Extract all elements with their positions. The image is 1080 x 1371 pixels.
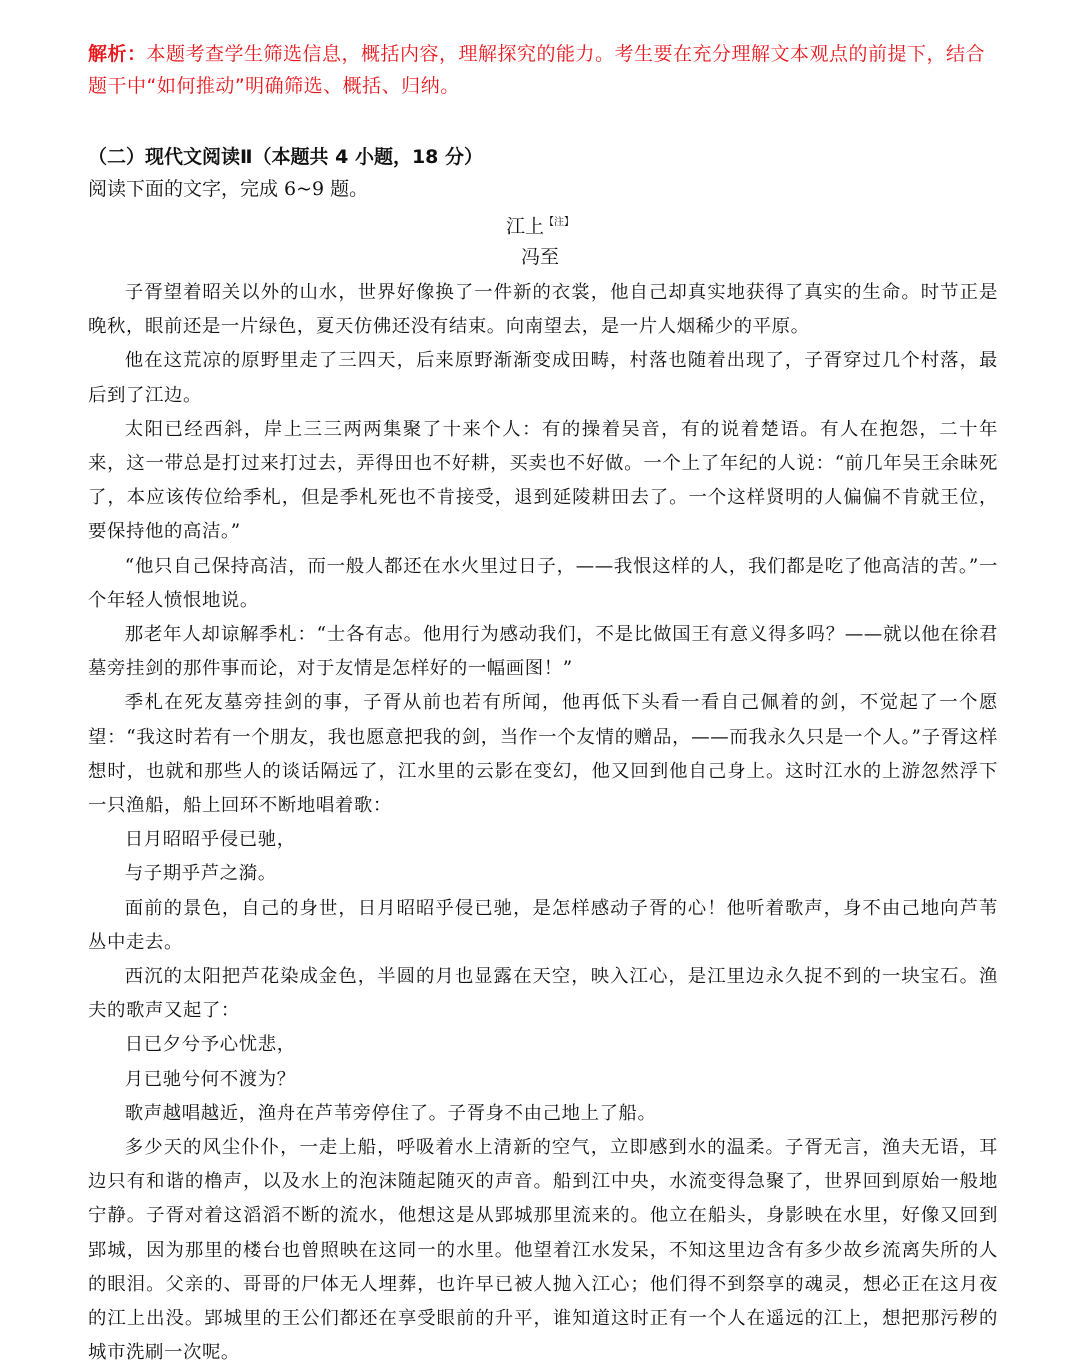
paragraph: 面前的景色，自己的身世，日月昭昭乎侵已驰，是怎样感动子胥的心！他听着歌声，身不由己地向芦苇丛中走去。 — [88, 897, 998, 953]
paragraph: 季札在死友墓旁挂剑的事，子胥从前也若有所闻，他再低下头看一看自己佩着的剑，不觉起了一个愿望：“我这时若有一个朋友，我也愿意把我的剑，当作一个友情的赠品，——而我永久只是一个人。”子胥这样想时，也就和那些人的谈话隔远了，江水里的云影在变幻，他又回到他自己身上。这时江水的上游忽然浮下一只渔船，船上回环不断地唱着歌： — [88, 692, 998, 817]
analysis-label: 解析： — [88, 43, 147, 65]
article-title-text: 江上 — [505, 215, 544, 238]
song-line: 与子期乎芦之漪。 — [124, 863, 277, 885]
analysis-note — [88, 38, 998, 102]
paragraph: 歌声越唱越近，渔舟在芦苇旁停住了。子胥身不由己地上了船。 — [124, 1102, 657, 1124]
article-author: 冯至 — [520, 246, 559, 268]
paragraph: 西沉的太阳把芦花染成金色，半圆的月也显露在天空，映入江心，是江里边永久捉不到的一块宝石。渔夫的歌声又起了： — [88, 966, 998, 1022]
song-line: 月已驰兮何不渡为？ — [124, 1068, 296, 1090]
song-line: 日已夕兮予心忧悲， — [124, 1034, 296, 1056]
analysis-text: 本题考查学生筛选信息，概括内容，理解探究的能力。考生要在充分理解文本观点的前提下，结合题干中“如何推动”明确筛选、概括、归纳。 — [88, 43, 986, 97]
reading-instruction: 阅读下面的文字，完成 6~9 题。 — [88, 178, 369, 200]
paragraph: “他只自己保持高洁，而一般人都还在水火里过日子，——我恨这样的人，我们都是吃了他高洁的苦。”一个年轻人愤恨地说。 — [88, 555, 998, 611]
article-title — [0, 208, 1080, 241]
paragraph: 子胥望着昭关以外的山水，世界好像换了一件新的衣裳，他自己却真实地获得了真实的生命。时节正是晚秋，眼前还是一片绿色，夏天仿佛还没有结束。向南望去，是一片人烟稀少的平原。 — [88, 282, 998, 338]
paragraph: 太阳已经西斜，岸上三三两两集聚了十来个人：有的操着吴音，有的说着楚语。有人在抱怨，二十年来，这一带总是打过来打过去，弄得田也不好耕，买卖也不好做。一个上了年纪的人说：“前几年吴王余昧死了，本应该传位给季札，但是季札死也不肯接受，退到延陵耕田去了。一个这样贤明的人偏偏不肯就王位，要保持他的高洁。” — [88, 418, 998, 543]
title-footnote-marker: 【注】 — [544, 217, 574, 228]
song-line: 日月昭昭乎侵已驰， — [124, 829, 296, 851]
paragraph: 那老年人却谅解季札：“士各有志。他用行为感动我们，不是比做国王有意义得多吗？——就以他在徐君墓旁挂剑的那件事而论，对于友情是怎样好的一幅画图！” — [88, 624, 998, 680]
article-body — [88, 276, 998, 1371]
paragraph: 他在这荒凉的原野里走了三四天，后来原野渐渐变成田畴，村落也随着出现了，子胥穿过几个村落，最后到了江边。 — [88, 350, 998, 406]
paragraph: 多少天的风尘仆仆，一走上船，呼吸着水上清新的空气，立即感到水的温柔。子胥无言，渔夫无语，耳边只有和谐的橹声，以及水上的泡沫随起随灭的声音。船到江中央，水流变得急聚了，世界回到原始一般地宁静。子胥对着这滔滔不断的流水，他想这是从郢城那里流来的。他立在船头，身影映在水里，好像又回到郢城，因为那里的楼台也曾照映在这同一的水里。他望着江水发呆，不知这里边含有多少故乡流离失所的人的眼泪。父亲的、哥哥的尸体无人埋葬，也许早已被人抛入江心；他们得不到祭享的魂灵，想必正在这月夜的江上出没。郢城里的王公们都还在享受眼前的升平，谁知道这时正有一个人在遥远的江上，想把那污秽的城市洗刷一次呢。 — [88, 1137, 998, 1364]
section-heading: （二）现代文阅读Ⅱ（本题共 4 小题，18 分） — [88, 146, 484, 168]
